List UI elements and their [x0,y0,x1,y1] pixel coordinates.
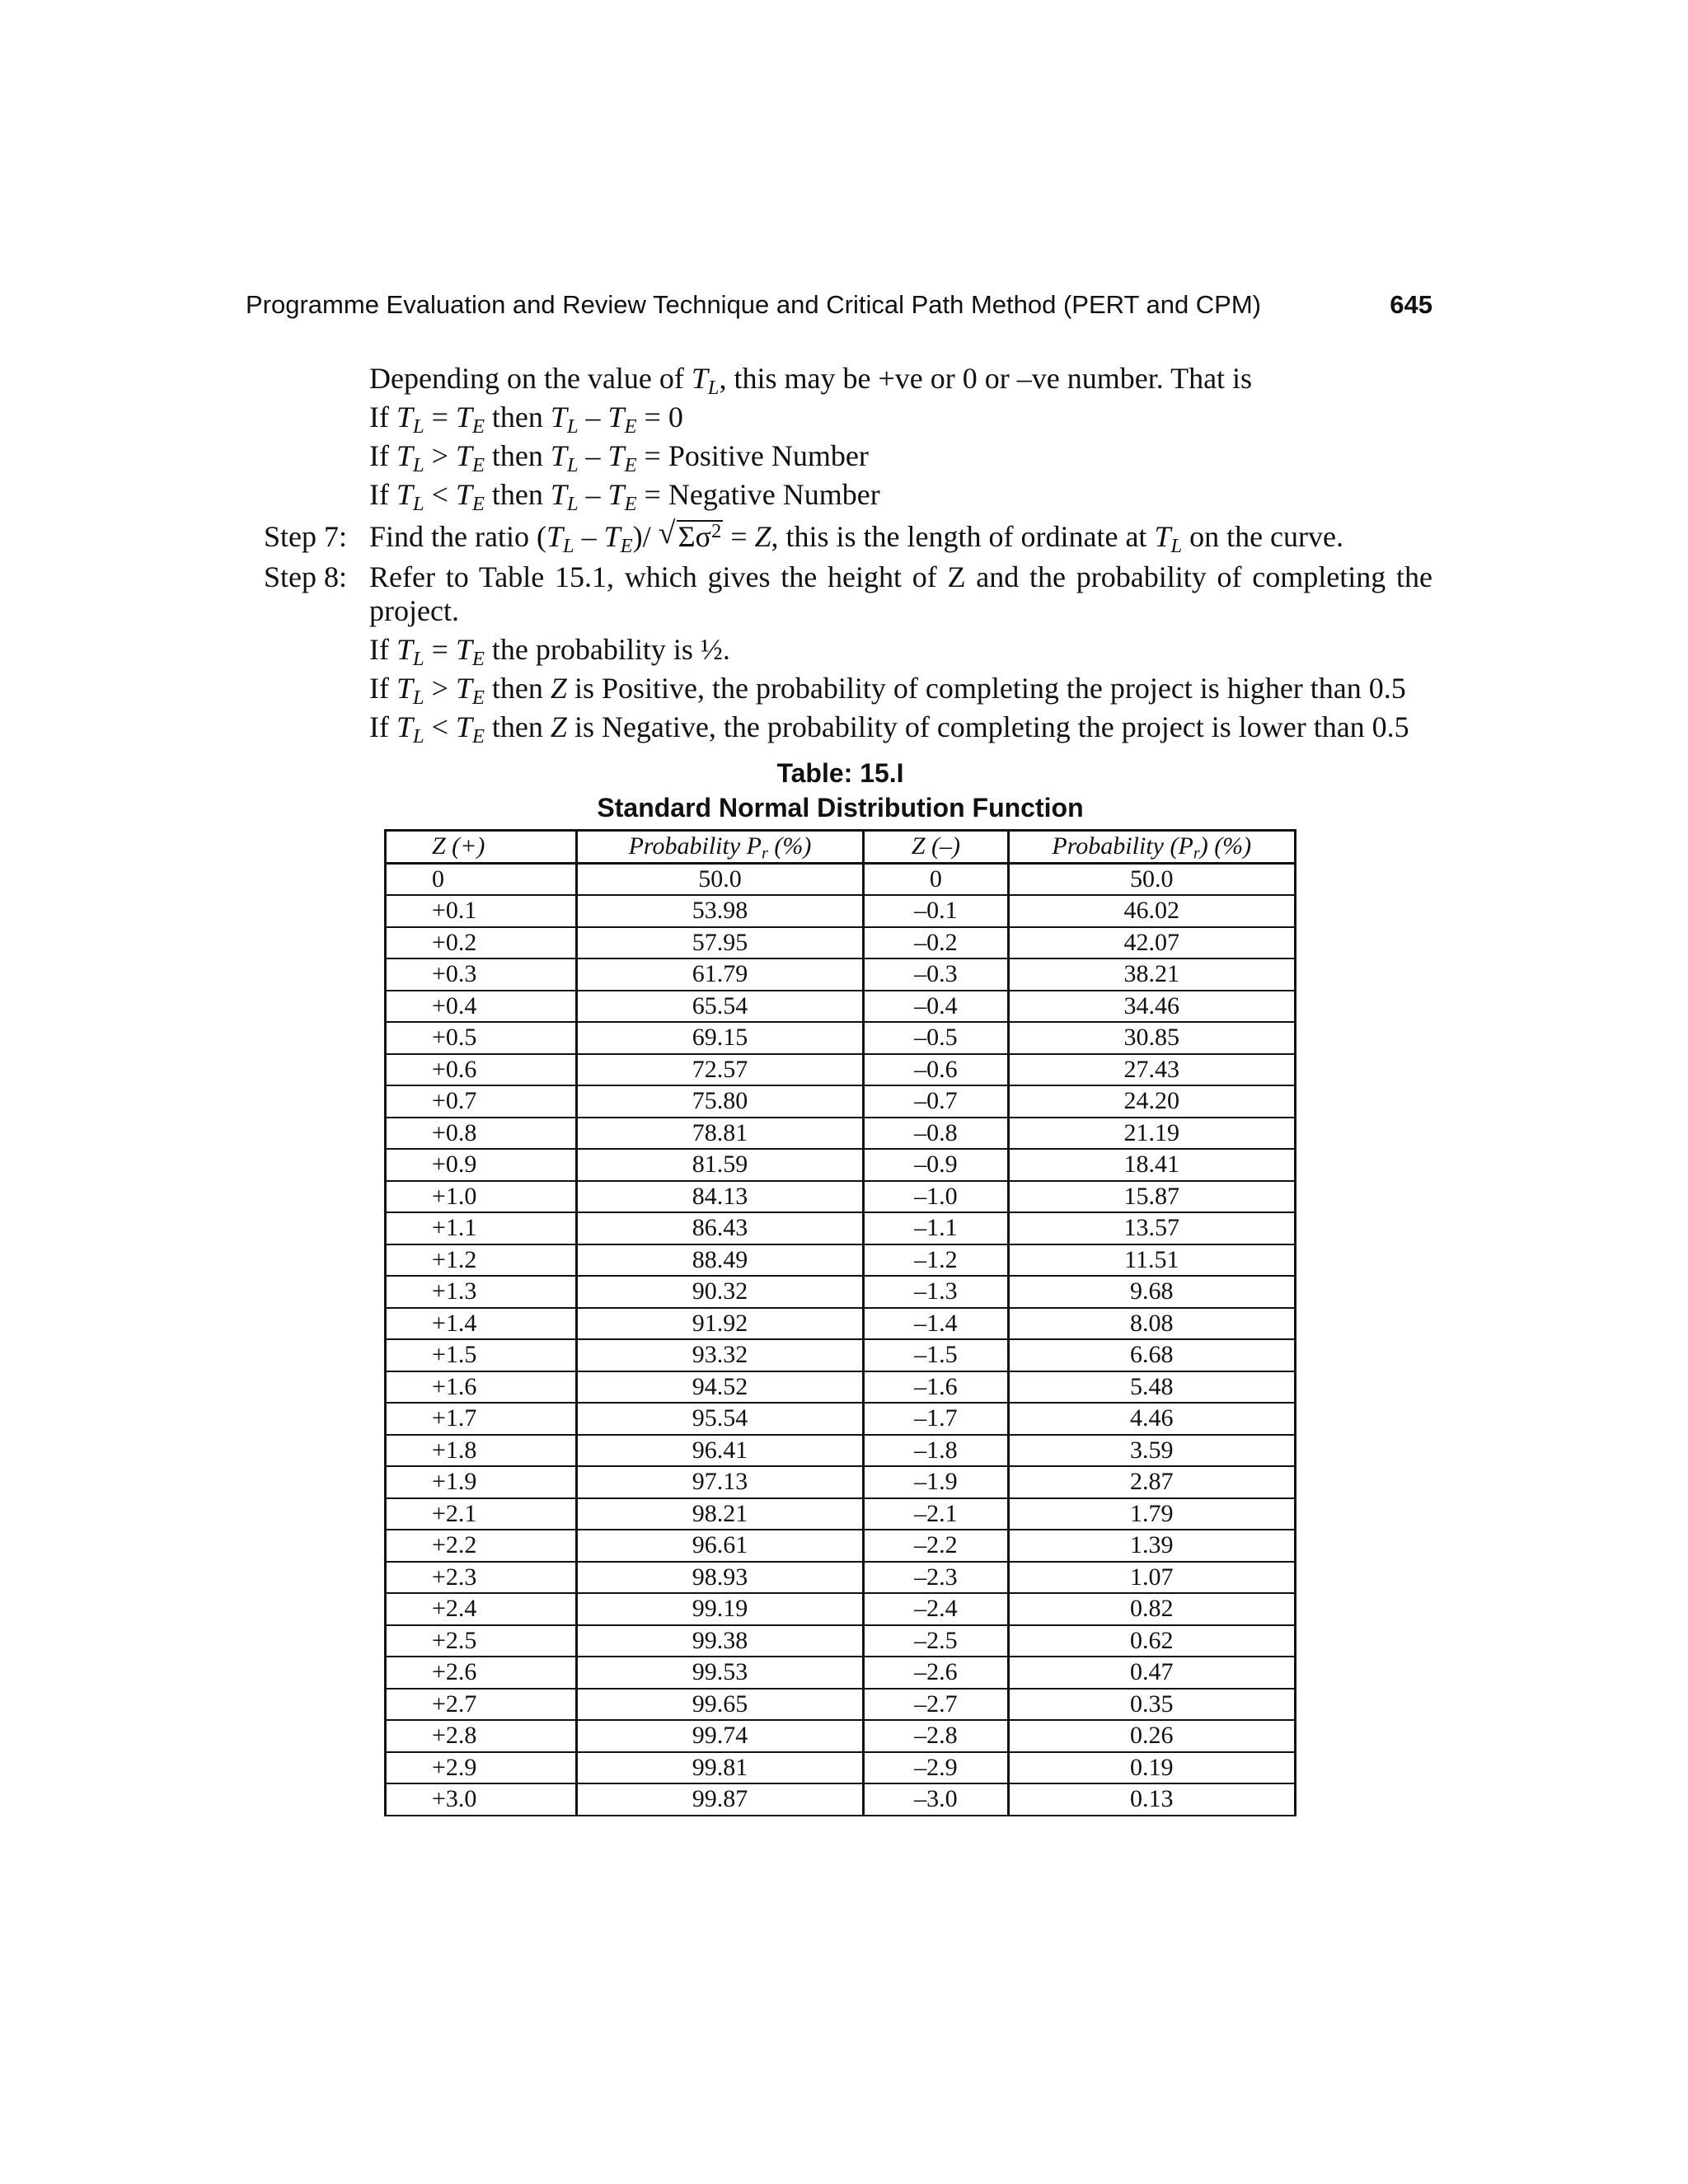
probability-negative-cell: 0.26 [1008,1720,1295,1752]
table-row [386,1308,1296,1340]
z-positive-cell: +2.3 [386,1562,577,1594]
z-negative-cell: –1.0 [864,1181,1008,1213]
probability-positive-cell: 91.92 [576,1308,863,1340]
z-positive-cell: +2.4 [386,1593,577,1625]
probability-positive-cell: 90.32 [576,1276,863,1308]
table-row [386,1720,1296,1752]
probability-positive-cell: 75.80 [576,1085,863,1118]
probability-positive-cell: 84.13 [576,1181,863,1213]
header-title: Programme Evaluation and Review Technique and Critical Path Method (PERT and CPM) [246,290,1262,319]
z-negative-cell: –1.2 [864,1244,1008,1277]
table-row [386,1530,1296,1562]
probability-negative-cell: 50.0 [1008,863,1295,895]
z-negative-cell: –1.4 [864,1308,1008,1340]
probability-negative-cell: 34.46 [1008,991,1295,1023]
probability-negative-cell: 30.85 [1008,1022,1295,1054]
probability-negative-cell: 6.68 [1008,1339,1295,1371]
z-negative-cell: –0.4 [864,991,1008,1023]
table-row [386,1466,1296,1498]
z-negative-cell: –2.7 [864,1689,1008,1721]
table-body [386,863,1296,1816]
probability-positive-cell: 99.19 [576,1593,863,1625]
step7-label: Step 7: [264,520,348,553]
table-row [386,1118,1296,1150]
table-row [386,1435,1296,1467]
z-negative-cell: –2.5 [864,1625,1008,1657]
z-negative-cell: –2.6 [864,1657,1008,1689]
intro-line: Depending on the value of $T_L$, this may be +ve or 0 or –ve number. That is [369,362,1253,399]
header-z-negative: Z (–) [864,831,1008,864]
z-positive-cell: +0.6 [386,1054,577,1086]
probability-negative-cell: 1.39 [1008,1530,1295,1562]
probability-positive-cell: 99.74 [576,1720,863,1752]
table-row [386,895,1296,927]
z-positive-cell: +1.5 [386,1339,577,1371]
z-positive-cell: +3.0 [386,1783,577,1816]
z-positive-cell: +0.4 [386,991,577,1023]
probability-negative-cell: 0.13 [1008,1783,1295,1816]
step8-line1: Refer to Table 15.1, which gives the height of Z and the probability of completing the [369,560,1432,593]
z-positive-cell: +2.9 [386,1752,577,1784]
z-negative-cell: –1.6 [864,1371,1008,1404]
table-row [386,927,1296,959]
z-negative-cell: –3.0 [864,1783,1008,1816]
z-positive-cell: +0.3 [386,958,577,991]
z-positive-cell: +0.5 [386,1022,577,1054]
z-positive-cell: +1.4 [386,1308,577,1340]
z-positive-cell: +1.0 [386,1181,577,1213]
z-negative-cell: –0.1 [864,895,1008,927]
page-number: 645 [1390,290,1432,319]
condition-equal: If $T_L = T_E$ then $T_L - T_E = 0$ [369,401,683,438]
z-negative-cell: –0.9 [864,1149,1008,1181]
z-negative-cell: –2.2 [864,1530,1008,1562]
table-row [386,1593,1296,1625]
probability-positive-cell: 96.41 [576,1435,863,1467]
table-row [386,1689,1296,1721]
z-negative-cell: –1.9 [864,1466,1008,1498]
table-row [386,1625,1296,1657]
z-positive-cell: +1.1 [386,1212,577,1244]
z-positive-cell: +0.1 [386,895,577,927]
z-negative-cell: –2.9 [864,1752,1008,1784]
table-row [386,1498,1296,1530]
z-positive-cell: +2.8 [386,1720,577,1752]
probability-positive-cell: 96.61 [576,1530,863,1562]
table-row [386,1149,1296,1181]
z-positive-cell: +1.8 [386,1435,577,1467]
z-negative-cell: –1.7 [864,1403,1008,1435]
probability-positive-cell: 65.54 [576,991,863,1023]
running-header [246,290,1432,326]
table-row [386,1181,1296,1213]
probability-positive-cell: 61.79 [576,958,863,991]
z-negative-cell: –2.1 [864,1498,1008,1530]
probability-negative-cell: 13.57 [1008,1212,1295,1244]
rule-half: If $T_L = T_E$ the probability is ½. [369,633,730,670]
z-positive-cell: +1.6 [386,1371,577,1404]
probability-positive-cell: 69.15 [576,1022,863,1054]
table-row [386,1054,1296,1086]
table-row [386,1657,1296,1689]
table-row [386,1752,1296,1784]
step7-text: Find the ratio $(T_L - T_E)/$ √ $\Sigma\sigma^2 = Z$, this is the length of ordinate at $T_L$ on the curve. [369,516,1344,557]
table-row [386,1085,1296,1118]
step8-label: Step 8: [264,560,348,593]
step8-line2: project. [369,594,459,627]
rule-positive: If $T_L > T_E$ then Z is Positive, the probability of completing the project is higher than 0.5 [369,672,1406,709]
table-row [386,991,1296,1023]
probability-negative-cell: 38.21 [1008,958,1295,991]
table-row [386,1212,1296,1244]
probability-positive-cell: 81.59 [576,1149,863,1181]
header-probability-positive: Probability $P_r$ (%) [576,831,863,864]
probability-negative-cell: 46.02 [1008,895,1295,927]
table-caption-title: Standard Normal Distribution Function [597,793,1084,823]
table-header-row [386,831,1296,864]
probability-negative-cell: 5.48 [1008,1371,1295,1404]
z-positive-cell: +0.2 [386,927,577,959]
probability-negative-cell: 9.68 [1008,1276,1295,1308]
z-positive-cell: +2.5 [386,1625,577,1657]
z-negative-cell: 0 [864,863,1008,895]
probability-negative-cell: 3.59 [1008,1435,1295,1467]
probability-negative-cell: 18.41 [1008,1149,1295,1181]
z-positive-cell: 0 [386,863,577,895]
table-row [386,1276,1296,1308]
probability-negative-cell: 21.19 [1008,1118,1295,1150]
probability-positive-cell: 50.0 [576,863,863,895]
probability-negative-cell: 2.87 [1008,1466,1295,1498]
probability-negative-cell: 0.82 [1008,1593,1295,1625]
table-row [386,1371,1296,1404]
probability-positive-cell: 99.81 [576,1752,863,1784]
z-negative-cell: –1.5 [864,1339,1008,1371]
probability-positive-cell: 99.38 [576,1625,863,1657]
probability-positive-cell: 99.87 [576,1783,863,1816]
probability-positive-cell: 72.57 [576,1054,863,1086]
table-row [386,1783,1296,1816]
z-negative-cell: –0.8 [864,1118,1008,1150]
table-row [386,1339,1296,1371]
z-negative-cell: –2.8 [864,1720,1008,1752]
z-negative-cell: –1.8 [864,1435,1008,1467]
z-negative-cell: –0.2 [864,927,1008,959]
z-negative-cell: –0.7 [864,1085,1008,1118]
probability-negative-cell: 0.62 [1008,1625,1295,1657]
probability-positive-cell: 57.95 [576,927,863,959]
probability-positive-cell: 95.54 [576,1403,863,1435]
table-row [386,1244,1296,1277]
probability-positive-cell: 86.43 [576,1212,863,1244]
z-positive-cell: +1.9 [386,1466,577,1498]
z-negative-cell: –2.4 [864,1593,1008,1625]
probability-negative-cell: 27.43 [1008,1054,1295,1086]
z-positive-cell: +1.2 [386,1244,577,1277]
probability-negative-cell: 4.46 [1008,1403,1295,1435]
condition-less: If $T_L < T_E$ then $T_L - T_E$ = Negative Number [369,478,880,515]
condition-greater: If $T_L > T_E$ then $T_L - T_E$ = Positive Number [369,439,869,476]
probability-positive-cell: 97.13 [576,1466,863,1498]
header-z-positive: Z (+) [386,831,577,864]
probability-positive-cell: 98.93 [576,1562,863,1594]
table-row [386,863,1296,895]
z-positive-cell: +0.9 [386,1149,577,1181]
probability-negative-cell: 11.51 [1008,1244,1295,1277]
table-row [386,1403,1296,1435]
z-negative-cell: –0.6 [864,1054,1008,1086]
table-row [386,1562,1296,1594]
probability-negative-cell: 0.19 [1008,1752,1295,1784]
table-row [386,1022,1296,1054]
z-negative-cell: –0.5 [864,1022,1008,1054]
probability-positive-cell: 53.98 [576,895,863,927]
z-positive-cell: +0.7 [386,1085,577,1118]
z-negative-cell: –1.1 [864,1212,1008,1244]
normal-distribution-table [384,829,1296,1816]
header-probability-negative: Probability $(P_r)$ (%) [1008,831,1295,864]
z-positive-cell: +2.2 [386,1530,577,1562]
z-negative-cell: –0.3 [864,958,1008,991]
probability-positive-cell: 94.52 [576,1371,863,1404]
probability-positive-cell: 93.32 [576,1339,863,1371]
z-positive-cell: +2.6 [386,1657,577,1689]
table-caption-number: Table: 15.I [776,758,904,788]
z-positive-cell: +1.7 [386,1403,577,1435]
probability-negative-cell: 15.87 [1008,1181,1295,1213]
square-root: √ $\Sigma\sigma^2$ [658,516,722,553]
z-positive-cell: +0.8 [386,1118,577,1150]
probability-positive-cell: 88.49 [576,1244,863,1277]
probability-negative-cell: 8.08 [1008,1308,1295,1340]
probability-negative-cell: 0.47 [1008,1657,1295,1689]
probability-negative-cell: 1.79 [1008,1498,1295,1530]
z-positive-cell: +2.7 [386,1689,577,1721]
probability-positive-cell: 99.65 [576,1689,863,1721]
probability-positive-cell: 78.81 [576,1118,863,1150]
probability-negative-cell: 0.35 [1008,1689,1295,1721]
z-positive-cell: +2.1 [386,1498,577,1530]
z-positive-cell: +1.3 [386,1276,577,1308]
table-row [386,958,1296,991]
probability-negative-cell: 1.07 [1008,1562,1295,1594]
z-negative-cell: –1.3 [864,1276,1008,1308]
probability-positive-cell: 99.53 [576,1657,863,1689]
probability-negative-cell: 42.07 [1008,927,1295,959]
z-negative-cell: –2.3 [864,1562,1008,1594]
probability-positive-cell: 98.21 [576,1498,863,1530]
rule-negative: If $T_L < T_E$ then Z is Negative, the probability of completing the project is lower than 0.5 [369,710,1409,748]
probability-negative-cell: 24.20 [1008,1085,1295,1118]
